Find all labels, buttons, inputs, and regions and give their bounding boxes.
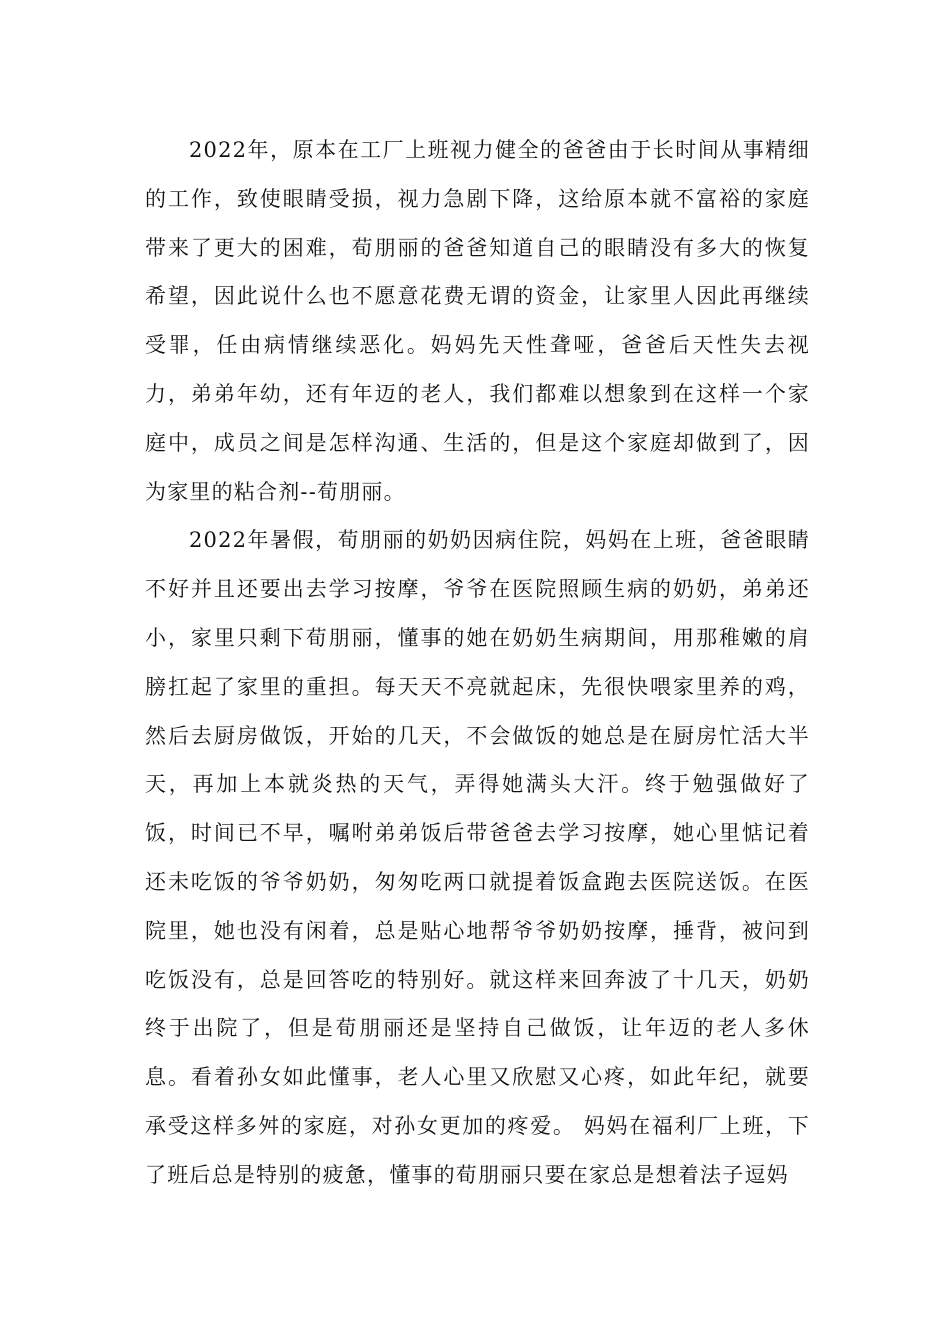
paragraph-2: 2022年暑假，荀朋丽的奶奶因病住院，妈妈在上班，爸爸眼睛不好并且还要出去学习按摩，爷爷在医院照顾生病的奶奶，弟弟还小，家里只剩下荀朋丽，懂事的她在奶奶生病期间，用那稚嫩的肩膀扛起了家里的重担。每天天不亮就起床，先很快喂家里养的鸡，然后去厨房做饭，开始的几天，不会做饭的她总是在厨房忙活大半天，再加上本就炎热的天气，弄得她满头大汗。终于勉强做好了饭，时间已不早，嘱咐弟弟饭后带爸爸去学习按摩，她心里惦记着还未吃饭的爷爷奶奶，匆匆吃两口就提着饭盒跑去医院送饭。在医院里，她也没有闲着，总是贴心地帮爷爷奶奶按摩，捶背，被问到吃饭没有，总是回答吃的特别好。就这样来回奔波了十几天，奶奶终于出院了，但是荀朋丽还是坚持自己做饭，让年迈的老人多休息。看着孙女如此懂事，老人心里又欣慰又心疼，如此年纪，就要承受这样多舛的家庭，对孙女更加的疼爱。 妈妈在福利厂上班，下了班后总是特别的疲惫，懂事的荀朋丽只要在家总是想着法子逗妈 bbox=[145, 528, 810, 1187]
paragraph-1: 2022年，原本在工厂上班视力健全的爸爸由于长时间从事精细的工作，致使眼睛受损，视力急剧下降，这给原本就不富裕的家庭带来了更大的困难，荀朋丽的爸爸知道自己的眼睛没有多大的恢复希望，因此说什么也不愿意花费无谓的资金，让家里人因此再继续受罪，任由病情继续恶化。妈妈先天性聋哑，爸爸后天性失去视力，弟弟年幼，还有年迈的老人，我们都难以想象到在这样一个家庭中，成员之间是怎样沟通、生活的，但是这个家庭却做到了，因为家里的粘合剂--荀朋丽。 bbox=[145, 138, 810, 504]
document-body bbox=[145, 126, 810, 1200]
